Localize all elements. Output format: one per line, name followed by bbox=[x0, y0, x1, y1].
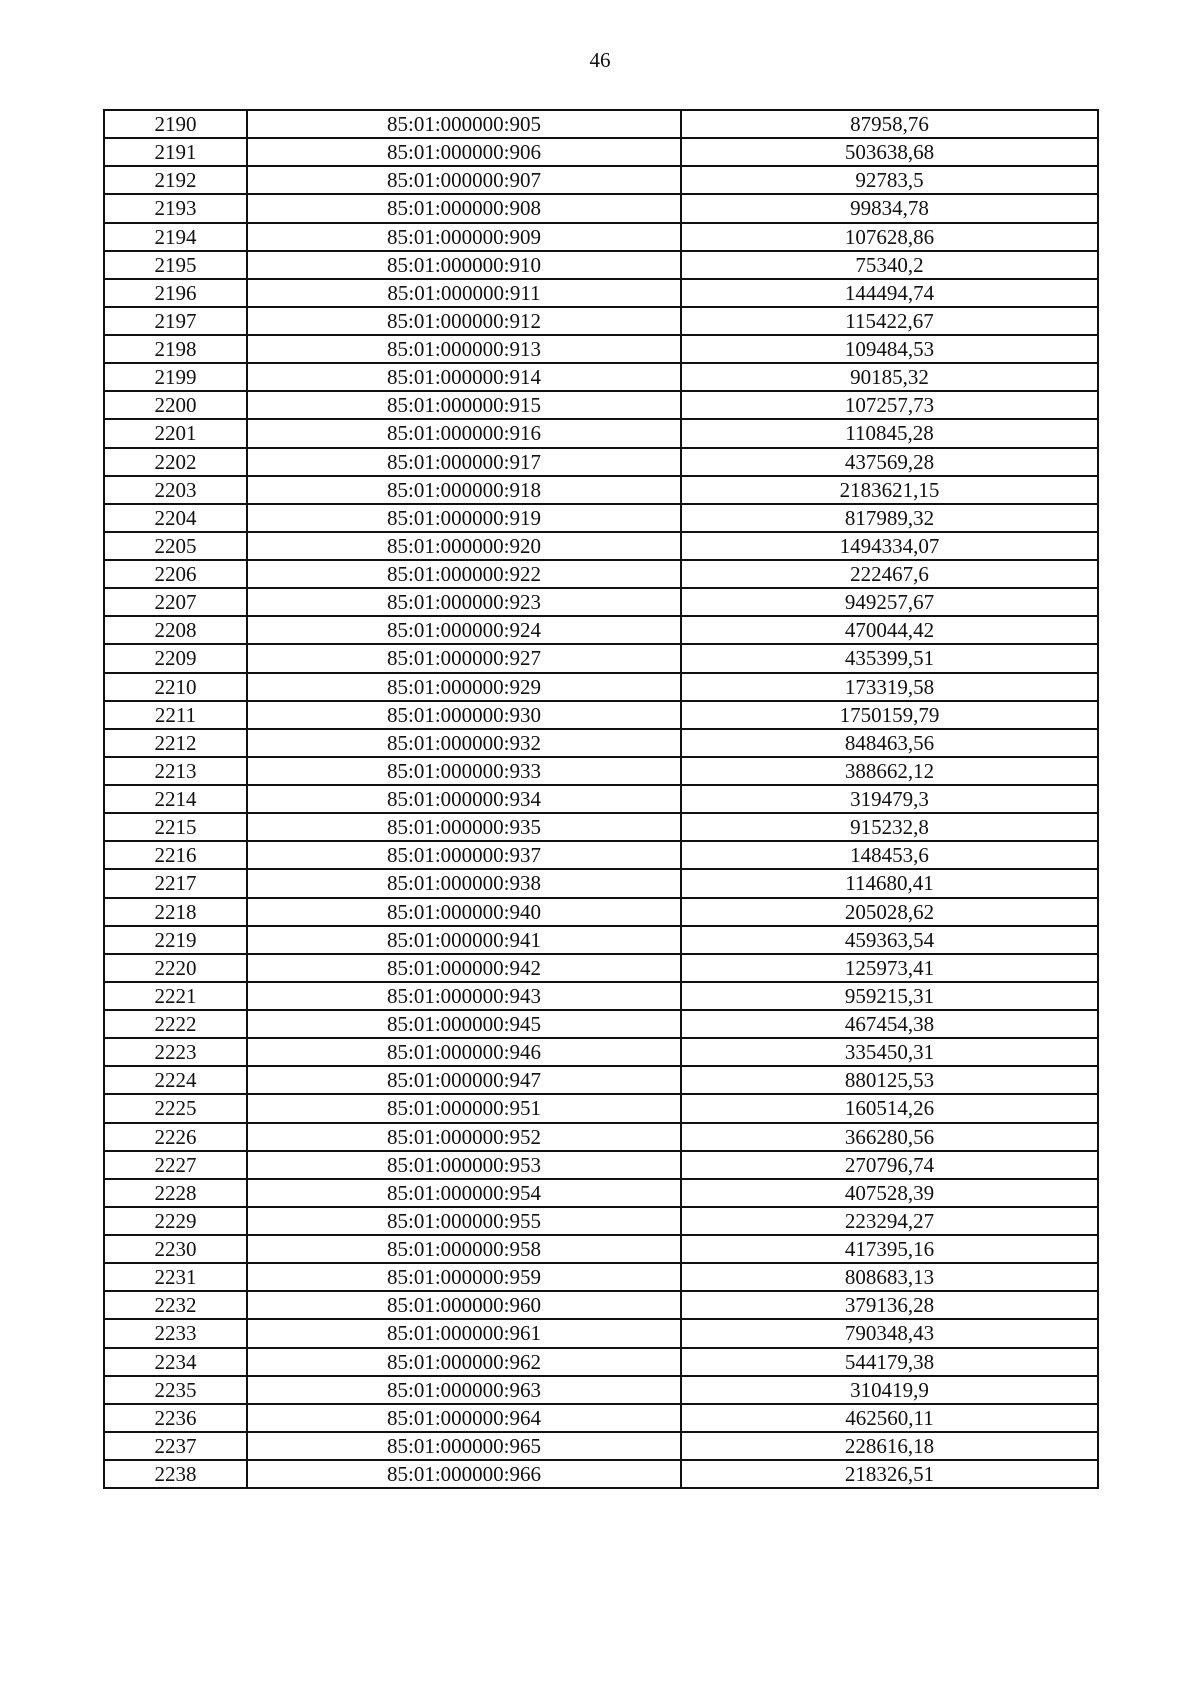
cadastral-number-cell: 85:01:000000:914 bbox=[247, 363, 681, 391]
table-row bbox=[104, 813, 1098, 841]
table-row bbox=[104, 1460, 1098, 1488]
row-number-cell: 2232 bbox=[104, 1291, 247, 1319]
table-row bbox=[104, 560, 1098, 588]
table-row bbox=[104, 1010, 1098, 1038]
cadastral-number-cell: 85:01:000000:913 bbox=[247, 335, 681, 363]
row-number-cell: 2228 bbox=[104, 1179, 247, 1207]
cadastral-number-cell: 85:01:000000:932 bbox=[247, 729, 681, 757]
value-cell: 107628,86 bbox=[681, 223, 1098, 251]
row-number-cell: 2190 bbox=[104, 110, 247, 138]
table-row bbox=[104, 1263, 1098, 1291]
row-number-cell: 2233 bbox=[104, 1319, 247, 1347]
row-number-cell: 2225 bbox=[104, 1094, 247, 1122]
cadastral-number-cell: 85:01:000000:952 bbox=[247, 1123, 681, 1151]
value-cell: 222467,6 bbox=[681, 560, 1098, 588]
cadastral-number-cell: 85:01:000000:937 bbox=[247, 841, 681, 869]
table-row bbox=[104, 223, 1098, 251]
value-cell: 462560,11 bbox=[681, 1404, 1098, 1432]
cadastral-number-cell: 85:01:000000:935 bbox=[247, 813, 681, 841]
row-number-cell: 2202 bbox=[104, 448, 247, 476]
row-number-cell: 2198 bbox=[104, 335, 247, 363]
cadastral-number-cell: 85:01:000000:963 bbox=[247, 1376, 681, 1404]
cadastral-number-cell: 85:01:000000:920 bbox=[247, 532, 681, 560]
table-row bbox=[104, 251, 1098, 279]
row-number-cell: 2231 bbox=[104, 1263, 247, 1291]
row-number-cell: 2205 bbox=[104, 532, 247, 560]
table-row bbox=[104, 729, 1098, 757]
row-number-cell: 2195 bbox=[104, 251, 247, 279]
value-cell: 218326,51 bbox=[681, 1460, 1098, 1488]
page-number: 46 bbox=[589, 48, 611, 72]
table-row bbox=[104, 279, 1098, 307]
table-row bbox=[104, 673, 1098, 701]
cadastral-number-cell: 85:01:000000:943 bbox=[247, 982, 681, 1010]
row-number-cell: 2203 bbox=[104, 476, 247, 504]
value-cell: 107257,73 bbox=[681, 391, 1098, 419]
cadastral-value-table bbox=[103, 109, 1099, 1489]
row-number-cell: 2199 bbox=[104, 363, 247, 391]
row-number-cell: 2215 bbox=[104, 813, 247, 841]
table-row bbox=[104, 1319, 1098, 1347]
table-row bbox=[104, 898, 1098, 926]
table-row bbox=[104, 1038, 1098, 1066]
row-number-cell: 2193 bbox=[104, 194, 247, 222]
cadastral-number-cell: 85:01:000000:922 bbox=[247, 560, 681, 588]
value-cell: 99834,78 bbox=[681, 194, 1098, 222]
row-number-cell: 2207 bbox=[104, 588, 247, 616]
table-row bbox=[104, 194, 1098, 222]
value-cell: 160514,26 bbox=[681, 1094, 1098, 1122]
value-cell: 959215,31 bbox=[681, 982, 1098, 1010]
table-row bbox=[104, 616, 1098, 644]
row-number-cell: 2224 bbox=[104, 1066, 247, 1094]
row-number-cell: 2210 bbox=[104, 673, 247, 701]
row-number-cell: 2208 bbox=[104, 616, 247, 644]
value-cell: 949257,67 bbox=[681, 588, 1098, 616]
table-row bbox=[104, 757, 1098, 785]
value-cell: 75340,2 bbox=[681, 251, 1098, 279]
cadastral-number-cell: 85:01:000000:907 bbox=[247, 166, 681, 194]
value-cell: 848463,56 bbox=[681, 729, 1098, 757]
value-cell: 915232,8 bbox=[681, 813, 1098, 841]
value-cell: 2183621,15 bbox=[681, 476, 1098, 504]
table-row bbox=[104, 1432, 1098, 1460]
row-number-cell: 2191 bbox=[104, 138, 247, 166]
cadastral-number-cell: 85:01:000000:912 bbox=[247, 307, 681, 335]
cadastral-number-cell: 85:01:000000:965 bbox=[247, 1432, 681, 1460]
table-row bbox=[104, 841, 1098, 869]
row-number-cell: 2222 bbox=[104, 1010, 247, 1038]
table-row bbox=[104, 448, 1098, 476]
cadastral-number-cell: 85:01:000000:938 bbox=[247, 869, 681, 897]
cadastral-number-cell: 85:01:000000:915 bbox=[247, 391, 681, 419]
cadastral-number-cell: 85:01:000000:908 bbox=[247, 194, 681, 222]
cadastral-number-cell: 85:01:000000:961 bbox=[247, 1319, 681, 1347]
row-number-cell: 2218 bbox=[104, 898, 247, 926]
table-row bbox=[104, 504, 1098, 532]
row-number-cell: 2213 bbox=[104, 757, 247, 785]
row-number-cell: 2237 bbox=[104, 1432, 247, 1460]
value-cell: 880125,53 bbox=[681, 1066, 1098, 1094]
row-number-cell: 2197 bbox=[104, 307, 247, 335]
table-row bbox=[104, 1066, 1098, 1094]
row-number-cell: 2226 bbox=[104, 1123, 247, 1151]
cadastral-number-cell: 85:01:000000:942 bbox=[247, 954, 681, 982]
cadastral-number-cell: 85:01:000000:927 bbox=[247, 644, 681, 672]
table-row bbox=[104, 785, 1098, 813]
value-cell: 366280,56 bbox=[681, 1123, 1098, 1151]
cadastral-number-cell: 85:01:000000:929 bbox=[247, 673, 681, 701]
value-cell: 144494,74 bbox=[681, 279, 1098, 307]
value-cell: 544179,38 bbox=[681, 1348, 1098, 1376]
value-cell: 114680,41 bbox=[681, 869, 1098, 897]
row-number-cell: 2223 bbox=[104, 1038, 247, 1066]
table-row bbox=[104, 1404, 1098, 1432]
value-cell: 417395,16 bbox=[681, 1235, 1098, 1263]
cadastral-number-cell: 85:01:000000:924 bbox=[247, 616, 681, 644]
table-row bbox=[104, 532, 1098, 560]
row-number-cell: 2216 bbox=[104, 841, 247, 869]
row-number-cell: 2204 bbox=[104, 504, 247, 532]
table-row bbox=[104, 701, 1098, 729]
cadastral-number-cell: 85:01:000000:954 bbox=[247, 1179, 681, 1207]
cadastral-number-cell: 85:01:000000:966 bbox=[247, 1460, 681, 1488]
row-number-cell: 2201 bbox=[104, 419, 247, 447]
table-row bbox=[104, 1151, 1098, 1179]
table-row bbox=[104, 869, 1098, 897]
value-cell: 173319,58 bbox=[681, 673, 1098, 701]
table-row bbox=[104, 110, 1098, 138]
cadastral-number-cell: 85:01:000000:934 bbox=[247, 785, 681, 813]
cadastral-number-cell: 85:01:000000:916 bbox=[247, 419, 681, 447]
value-cell: 470044,42 bbox=[681, 616, 1098, 644]
row-number-cell: 2234 bbox=[104, 1348, 247, 1376]
value-cell: 503638,68 bbox=[681, 138, 1098, 166]
table-row bbox=[104, 982, 1098, 1010]
value-cell: 270796,74 bbox=[681, 1151, 1098, 1179]
value-cell: 437569,28 bbox=[681, 448, 1098, 476]
value-cell: 467454,38 bbox=[681, 1010, 1098, 1038]
value-cell: 1494334,07 bbox=[681, 532, 1098, 560]
cadastral-number-cell: 85:01:000000:951 bbox=[247, 1094, 681, 1122]
table-row bbox=[104, 1291, 1098, 1319]
row-number-cell: 2211 bbox=[104, 701, 247, 729]
row-number-cell: 2192 bbox=[104, 166, 247, 194]
row-number-cell: 2236 bbox=[104, 1404, 247, 1432]
value-cell: 319479,3 bbox=[681, 785, 1098, 813]
cadastral-number-cell: 85:01:000000:930 bbox=[247, 701, 681, 729]
cadastral-number-cell: 85:01:000000:911 bbox=[247, 279, 681, 307]
table-row bbox=[104, 335, 1098, 363]
cadastral-number-cell: 85:01:000000:905 bbox=[247, 110, 681, 138]
cadastral-number-cell: 85:01:000000:919 bbox=[247, 504, 681, 532]
row-number-cell: 2219 bbox=[104, 926, 247, 954]
cadastral-number-cell: 85:01:000000:955 bbox=[247, 1207, 681, 1235]
row-number-cell: 2238 bbox=[104, 1460, 247, 1488]
cadastral-number-cell: 85:01:000000:923 bbox=[247, 588, 681, 616]
cadastral-number-cell: 85:01:000000:918 bbox=[247, 476, 681, 504]
table-row bbox=[104, 419, 1098, 447]
value-cell: 109484,53 bbox=[681, 335, 1098, 363]
value-cell: 90185,32 bbox=[681, 363, 1098, 391]
row-number-cell: 2194 bbox=[104, 223, 247, 251]
value-cell: 379136,28 bbox=[681, 1291, 1098, 1319]
cadastral-number-cell: 85:01:000000:941 bbox=[247, 926, 681, 954]
value-cell: 115422,67 bbox=[681, 307, 1098, 335]
row-number-cell: 2209 bbox=[104, 644, 247, 672]
row-number-cell: 2212 bbox=[104, 729, 247, 757]
row-number-cell: 2214 bbox=[104, 785, 247, 813]
value-cell: 388662,12 bbox=[681, 757, 1098, 785]
table-row bbox=[104, 644, 1098, 672]
value-cell: 808683,13 bbox=[681, 1263, 1098, 1291]
row-number-cell: 2217 bbox=[104, 869, 247, 897]
cadastral-number-cell: 85:01:000000:940 bbox=[247, 898, 681, 926]
table-body bbox=[104, 110, 1098, 1488]
cadastral-number-cell: 85:01:000000:946 bbox=[247, 1038, 681, 1066]
table-row bbox=[104, 138, 1098, 166]
table-row bbox=[104, 476, 1098, 504]
cadastral-number-cell: 85:01:000000:953 bbox=[247, 1151, 681, 1179]
row-number-cell: 2230 bbox=[104, 1235, 247, 1263]
table-row bbox=[104, 1094, 1098, 1122]
cadastral-number-cell: 85:01:000000:945 bbox=[247, 1010, 681, 1038]
table-row bbox=[104, 1207, 1098, 1235]
table-row bbox=[104, 166, 1098, 194]
value-cell: 817989,32 bbox=[681, 504, 1098, 532]
value-cell: 310419,9 bbox=[681, 1376, 1098, 1404]
value-cell: 335450,31 bbox=[681, 1038, 1098, 1066]
cadastral-number-cell: 85:01:000000:964 bbox=[247, 1404, 681, 1432]
value-cell: 407528,39 bbox=[681, 1179, 1098, 1207]
cadastral-number-cell: 85:01:000000:959 bbox=[247, 1263, 681, 1291]
value-cell: 205028,62 bbox=[681, 898, 1098, 926]
table-row bbox=[104, 1235, 1098, 1263]
value-cell: 790348,43 bbox=[681, 1319, 1098, 1347]
value-cell: 228616,18 bbox=[681, 1432, 1098, 1460]
value-cell: 459363,54 bbox=[681, 926, 1098, 954]
cadastral-number-cell: 85:01:000000:958 bbox=[247, 1235, 681, 1263]
value-cell: 435399,51 bbox=[681, 644, 1098, 672]
row-number-cell: 2235 bbox=[104, 1376, 247, 1404]
cadastral-number-cell: 85:01:000000:906 bbox=[247, 138, 681, 166]
row-number-cell: 2196 bbox=[104, 279, 247, 307]
value-cell: 110845,28 bbox=[681, 419, 1098, 447]
table-row bbox=[104, 954, 1098, 982]
table-row bbox=[104, 1123, 1098, 1151]
row-number-cell: 2220 bbox=[104, 954, 247, 982]
value-cell: 87958,76 bbox=[681, 110, 1098, 138]
row-number-cell: 2206 bbox=[104, 560, 247, 588]
table-row bbox=[104, 588, 1098, 616]
row-number-cell: 2229 bbox=[104, 1207, 247, 1235]
row-number-cell: 2200 bbox=[104, 391, 247, 419]
cadastral-number-cell: 85:01:000000:947 bbox=[247, 1066, 681, 1094]
cadastral-number-cell: 85:01:000000:909 bbox=[247, 223, 681, 251]
cadastral-number-cell: 85:01:000000:917 bbox=[247, 448, 681, 476]
row-number-cell: 2221 bbox=[104, 982, 247, 1010]
cadastral-number-cell: 85:01:000000:910 bbox=[247, 251, 681, 279]
value-cell: 1750159,79 bbox=[681, 701, 1098, 729]
value-cell: 125973,41 bbox=[681, 954, 1098, 982]
table-row bbox=[104, 1348, 1098, 1376]
value-cell: 92783,5 bbox=[681, 166, 1098, 194]
table-row bbox=[104, 926, 1098, 954]
row-number-cell: 2227 bbox=[104, 1151, 247, 1179]
table-row bbox=[104, 1179, 1098, 1207]
table-row bbox=[104, 363, 1098, 391]
value-cell: 148453,6 bbox=[681, 841, 1098, 869]
table-row bbox=[104, 307, 1098, 335]
table-row bbox=[104, 391, 1098, 419]
cadastral-number-cell: 85:01:000000:962 bbox=[247, 1348, 681, 1376]
cadastral-number-cell: 85:01:000000:960 bbox=[247, 1291, 681, 1319]
cadastral-number-cell: 85:01:000000:933 bbox=[247, 757, 681, 785]
table-row bbox=[104, 1376, 1098, 1404]
value-cell: 223294,27 bbox=[681, 1207, 1098, 1235]
